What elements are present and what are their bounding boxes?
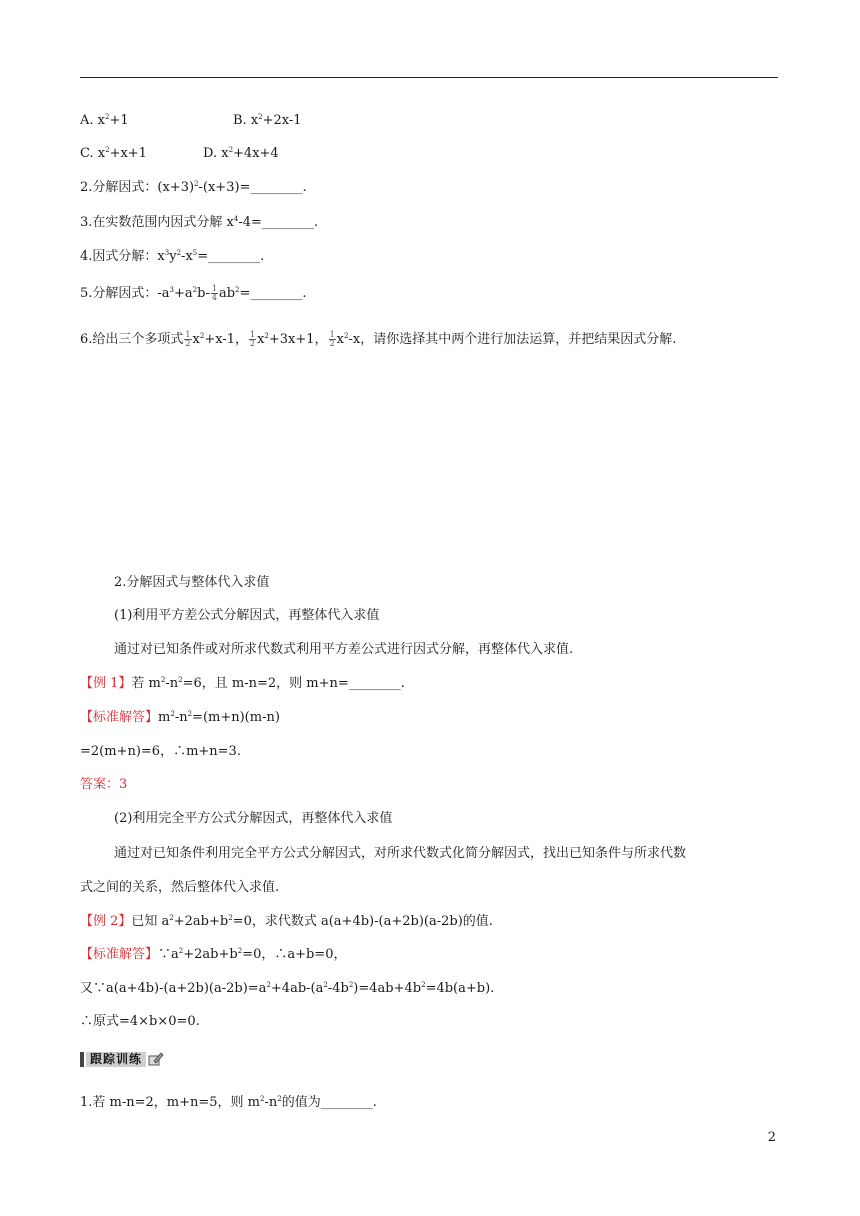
pencil-book-icon: [148, 1051, 164, 1067]
question-6: 6.给出三个多项式 $\frac{1}{2}$ $x^2+x-1$， $\frac{1}{2}$ $x^2+3x+1$， $\frac{1}{2}$ $x^2-x$，请你选择其中两个进行加法运算，并把结果因式分解.: [80, 330, 677, 348]
example-2: 【例 2】已知 $a^2+2ab+b^2=0$，求代数式 a(a+4b)-(a+2b)(a-2b)的值.: [80, 914, 493, 929]
option-a: A. $x^2+1$: [80, 113, 129, 128]
standard-answer-tag: 【标准解答】: [80, 710, 159, 725]
subsection-1-title: (1)利用平方差公式分解因式，再整体代入求值: [114, 608, 380, 623]
tracking-question-1: 1.若 m-n=2，m+n=5，则 $m^2-n^2$的值为________.: [80, 1095, 377, 1110]
example-1-solution-1: 【标准解答】$m^2-n^2=(m+n)(m-n)$: [80, 710, 280, 725]
example-1: 【例 1】若 $m^2-n^2=6$，且 m-n=2，则 m+n=________.: [80, 676, 405, 691]
tracking-practice-label: 跟踪训练: [86, 1052, 146, 1067]
page-number: 2: [767, 1130, 776, 1145]
example-2-solution-2: 又$\because a(a+4b)-(a+2b)(a-2b)=a^2+4ab-(a^2-4b^2)=4ab+4b^2=4b(a+b)$.: [80, 981, 495, 996]
banner-bar: [80, 1052, 84, 1067]
question-2: 2.分解因式：$(x+3)^2-(x+3)=\_\_\_\_\_\_\_\_$.: [80, 180, 307, 195]
question-4: 4.因式分解：$x^3y^2-x^5=\_\_\_\_\_\_\_\_$.: [80, 249, 265, 264]
tracking-practice-banner: [80, 1050, 164, 1068]
option-c: C. $x^2+x+1$: [80, 146, 147, 161]
subsection-2-title: (2)利用完全平方公式分解因式，再整体代入求值: [114, 811, 393, 826]
section-2-title: 2.分解因式与整体代入求值: [114, 575, 270, 590]
subsection-2-description-2: 式之间的关系，然后整体代入求值.: [80, 880, 280, 895]
option-d: D. $x^2+4x+4$: [203, 146, 279, 161]
example-2-solution-3: ∴原式=4×b×0=0.: [80, 1014, 200, 1029]
example-1-solution-2: =2(m+n)=6，∴m+n=3.: [80, 744, 241, 759]
example-1-answer: 答案：3: [80, 777, 128, 792]
subsection-2-description-1: 通过对已知条件利用完全平方公式分解因式，对所求代数式化简分解因式，找出已知条件与所求代数: [114, 846, 687, 861]
example-2-tag: 【例 2】: [80, 914, 132, 929]
example-2-solution-1: 【标准解答】$\because a^2+2ab+b^2=0$，∴a+b=0，: [80, 947, 347, 962]
fraction-one-half-3: $\frac{1}{2}$: [329, 330, 335, 348]
standard-answer-tag-2: 【标准解答】: [80, 947, 159, 962]
fraction-one-quarter: $\frac{1}{4}$: [211, 284, 217, 302]
subsection-1-description: 通过对已知条件或对所求代数式利用平方差公式进行因式分解，再整体代入求值.: [114, 642, 574, 657]
fraction-one-half-1: $\frac{1}{2}$: [185, 330, 191, 348]
question-5: 5.分解因式：$-a^3+a^2b-$ $\frac{1}{4}$ $ab^2=\_\_\_\_\_\_\_\_$.: [80, 284, 307, 302]
question-3: 3.在实数范围内因式分解 $x^4-4=\_\_\_\_\_\_\_\_$.: [80, 215, 319, 230]
header-rule: [80, 77, 778, 78]
option-b: B. $x^2+2x-1$: [233, 113, 302, 128]
fraction-one-half-2: $\frac{1}{2}$: [249, 330, 256, 348]
example-1-tag: 【例 1】: [80, 676, 132, 691]
